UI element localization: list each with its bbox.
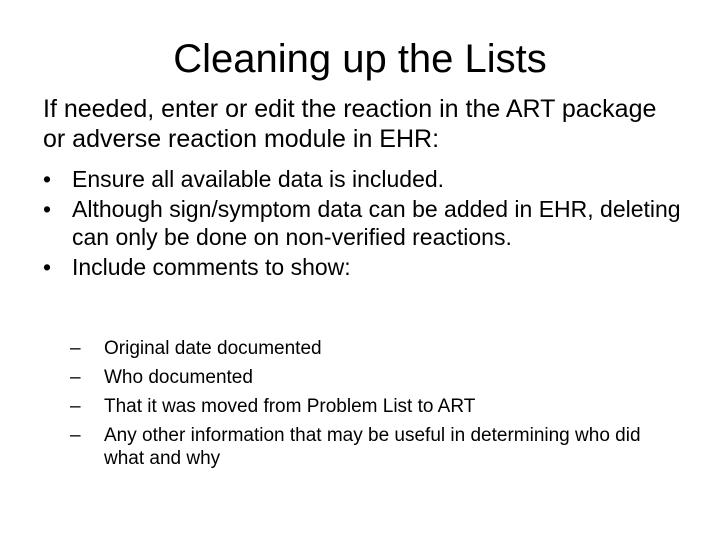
- sub-bullet-item: [70, 337, 670, 360]
- sub-bullet-text: Any other information that may be useful in determining who did what and why: [104, 425, 641, 469]
- bullet-list: [43, 165, 683, 283]
- bullet-text: Ensure all available data is included.: [72, 166, 445, 192]
- bullet-marker: •: [43, 166, 52, 192]
- bullet-item: [43, 195, 683, 251]
- bullet-item: [43, 253, 683, 281]
- bullet-marker: •: [43, 254, 52, 280]
- intro-paragraph: If needed, enter or edit the reaction in the ART package or adverse reaction module in EHR:: [43, 95, 657, 153]
- dash-marker: –: [70, 396, 81, 417]
- dash-marker: –: [70, 338, 81, 359]
- sub-bullet-item: [70, 366, 670, 389]
- bullet-marker: •: [43, 196, 52, 222]
- sub-bullet-text: Original date documented: [104, 338, 322, 359]
- sub-bullet-text: Who documented: [104, 367, 253, 388]
- dash-marker: –: [70, 367, 81, 388]
- sub-bullet-item: [70, 424, 670, 470]
- sub-bullet-text: That it was moved from Problem List to ART: [104, 396, 476, 417]
- slide-title: Cleaning up the Lists: [173, 37, 547, 81]
- sub-bullet-item: [70, 395, 670, 418]
- bullet-item: [43, 165, 683, 193]
- bullet-text: Although sign/symptom data can be added in EHR, deleting can only be done on non-verified reactions.: [72, 196, 681, 250]
- dash-marker: –: [70, 425, 81, 446]
- sub-bullet-list: [70, 337, 670, 470]
- bullet-text: Include comments to show:: [72, 254, 351, 280]
